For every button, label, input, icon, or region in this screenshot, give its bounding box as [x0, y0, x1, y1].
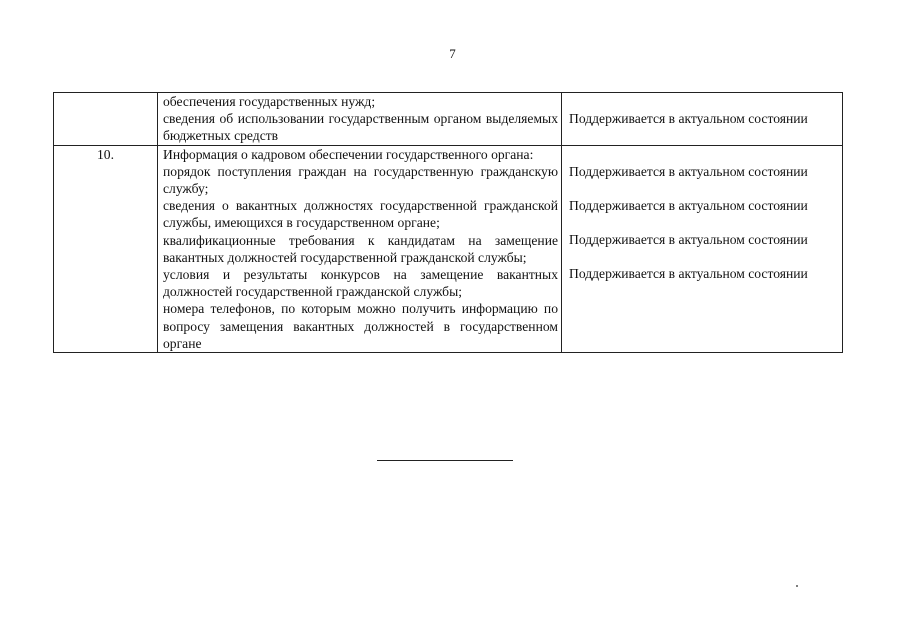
row-status	[562, 145, 843, 352]
row-status	[562, 93, 843, 146]
description-item: обеспечения государственных нужд;	[163, 94, 376, 109]
info-table	[53, 92, 843, 353]
description-item: сведения о вакантных должностях государственной гражданской службы, имеющихся в государственном органе;	[163, 198, 558, 231]
description-item: квалификационные требования к кандидатам на замещение вакантных должностей государственной гражданской службы;	[163, 232, 558, 265]
table-row	[54, 145, 843, 352]
description-item: порядок поступления граждан на государственную гражданскую службу;	[163, 163, 558, 197]
row-description	[158, 93, 562, 146]
page-number: 7	[449, 46, 456, 61]
description-item: Информация о кадровом обеспечении государственного органа:	[163, 146, 534, 162]
description-item: номера телефонов, по которым можно получить информацию по вопросу замещения вакантных должностей в государственном органе	[163, 301, 558, 351]
table-row	[54, 93, 843, 146]
description-item: сведения об использовании государственным органом выделяемых бюджетных средств	[163, 111, 558, 144]
status-text: Поддерживается в актуальном состоянии	[569, 111, 808, 127]
status-text: Поддерживается в актуальном состоянии	[569, 163, 808, 179]
scan-speck	[796, 585, 798, 587]
status-text: Поддерживается в актуальном состоянии	[569, 265, 808, 281]
row-number: 10.	[54, 145, 158, 352]
end-rule	[377, 460, 513, 461]
status-text: Поддерживается в актуальном состоянии	[569, 231, 808, 247]
description-item: условия и результаты конкурсов на замещение вакантных должностей государственной гражданской службы;	[163, 267, 558, 300]
row-number	[54, 93, 158, 146]
status-text: Поддерживается в актуальном состоянии	[569, 197, 808, 213]
row-description	[158, 145, 562, 352]
